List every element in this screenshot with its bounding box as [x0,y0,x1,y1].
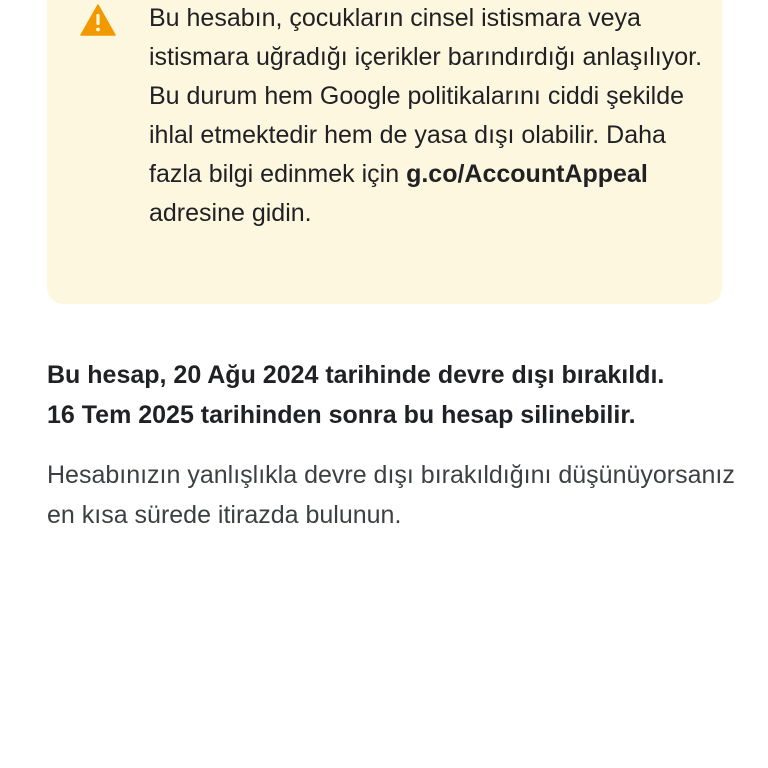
warning-triangle-icon [80,4,116,36]
warning-message-text: Bu hesabın, çocukların cinsel istismara veya istismara uğradığı içerikler barındırdığı anlaşılıyor. Bu durum hem Google politikalarını ciddi şekilde ihlal etmektedir hem de yasa dışı olabilir. Daha fazla bilgi edinmek için [149,4,703,188]
account-status [47,355,737,435]
warning-message [149,0,709,233]
deletion-date-text: 16 Tem 2025 tarihinden sonra bu hesap silinebilir. [47,401,636,429]
appeal-instructions: Hesabınızın yanlışlıkla devre dışı bırakıldığını düşünüyorsanız en kısa sürede itirazda bulunun. [47,461,735,529]
warning-message-suffix: adresine gidin. [149,199,312,227]
account-appeal-link[interactable]: g.co/AccountAppeal [406,160,648,188]
disabled-date-text: Bu hesap, 20 Ağu 2024 tarihinde devre dışı bırakıldı. [47,361,665,389]
